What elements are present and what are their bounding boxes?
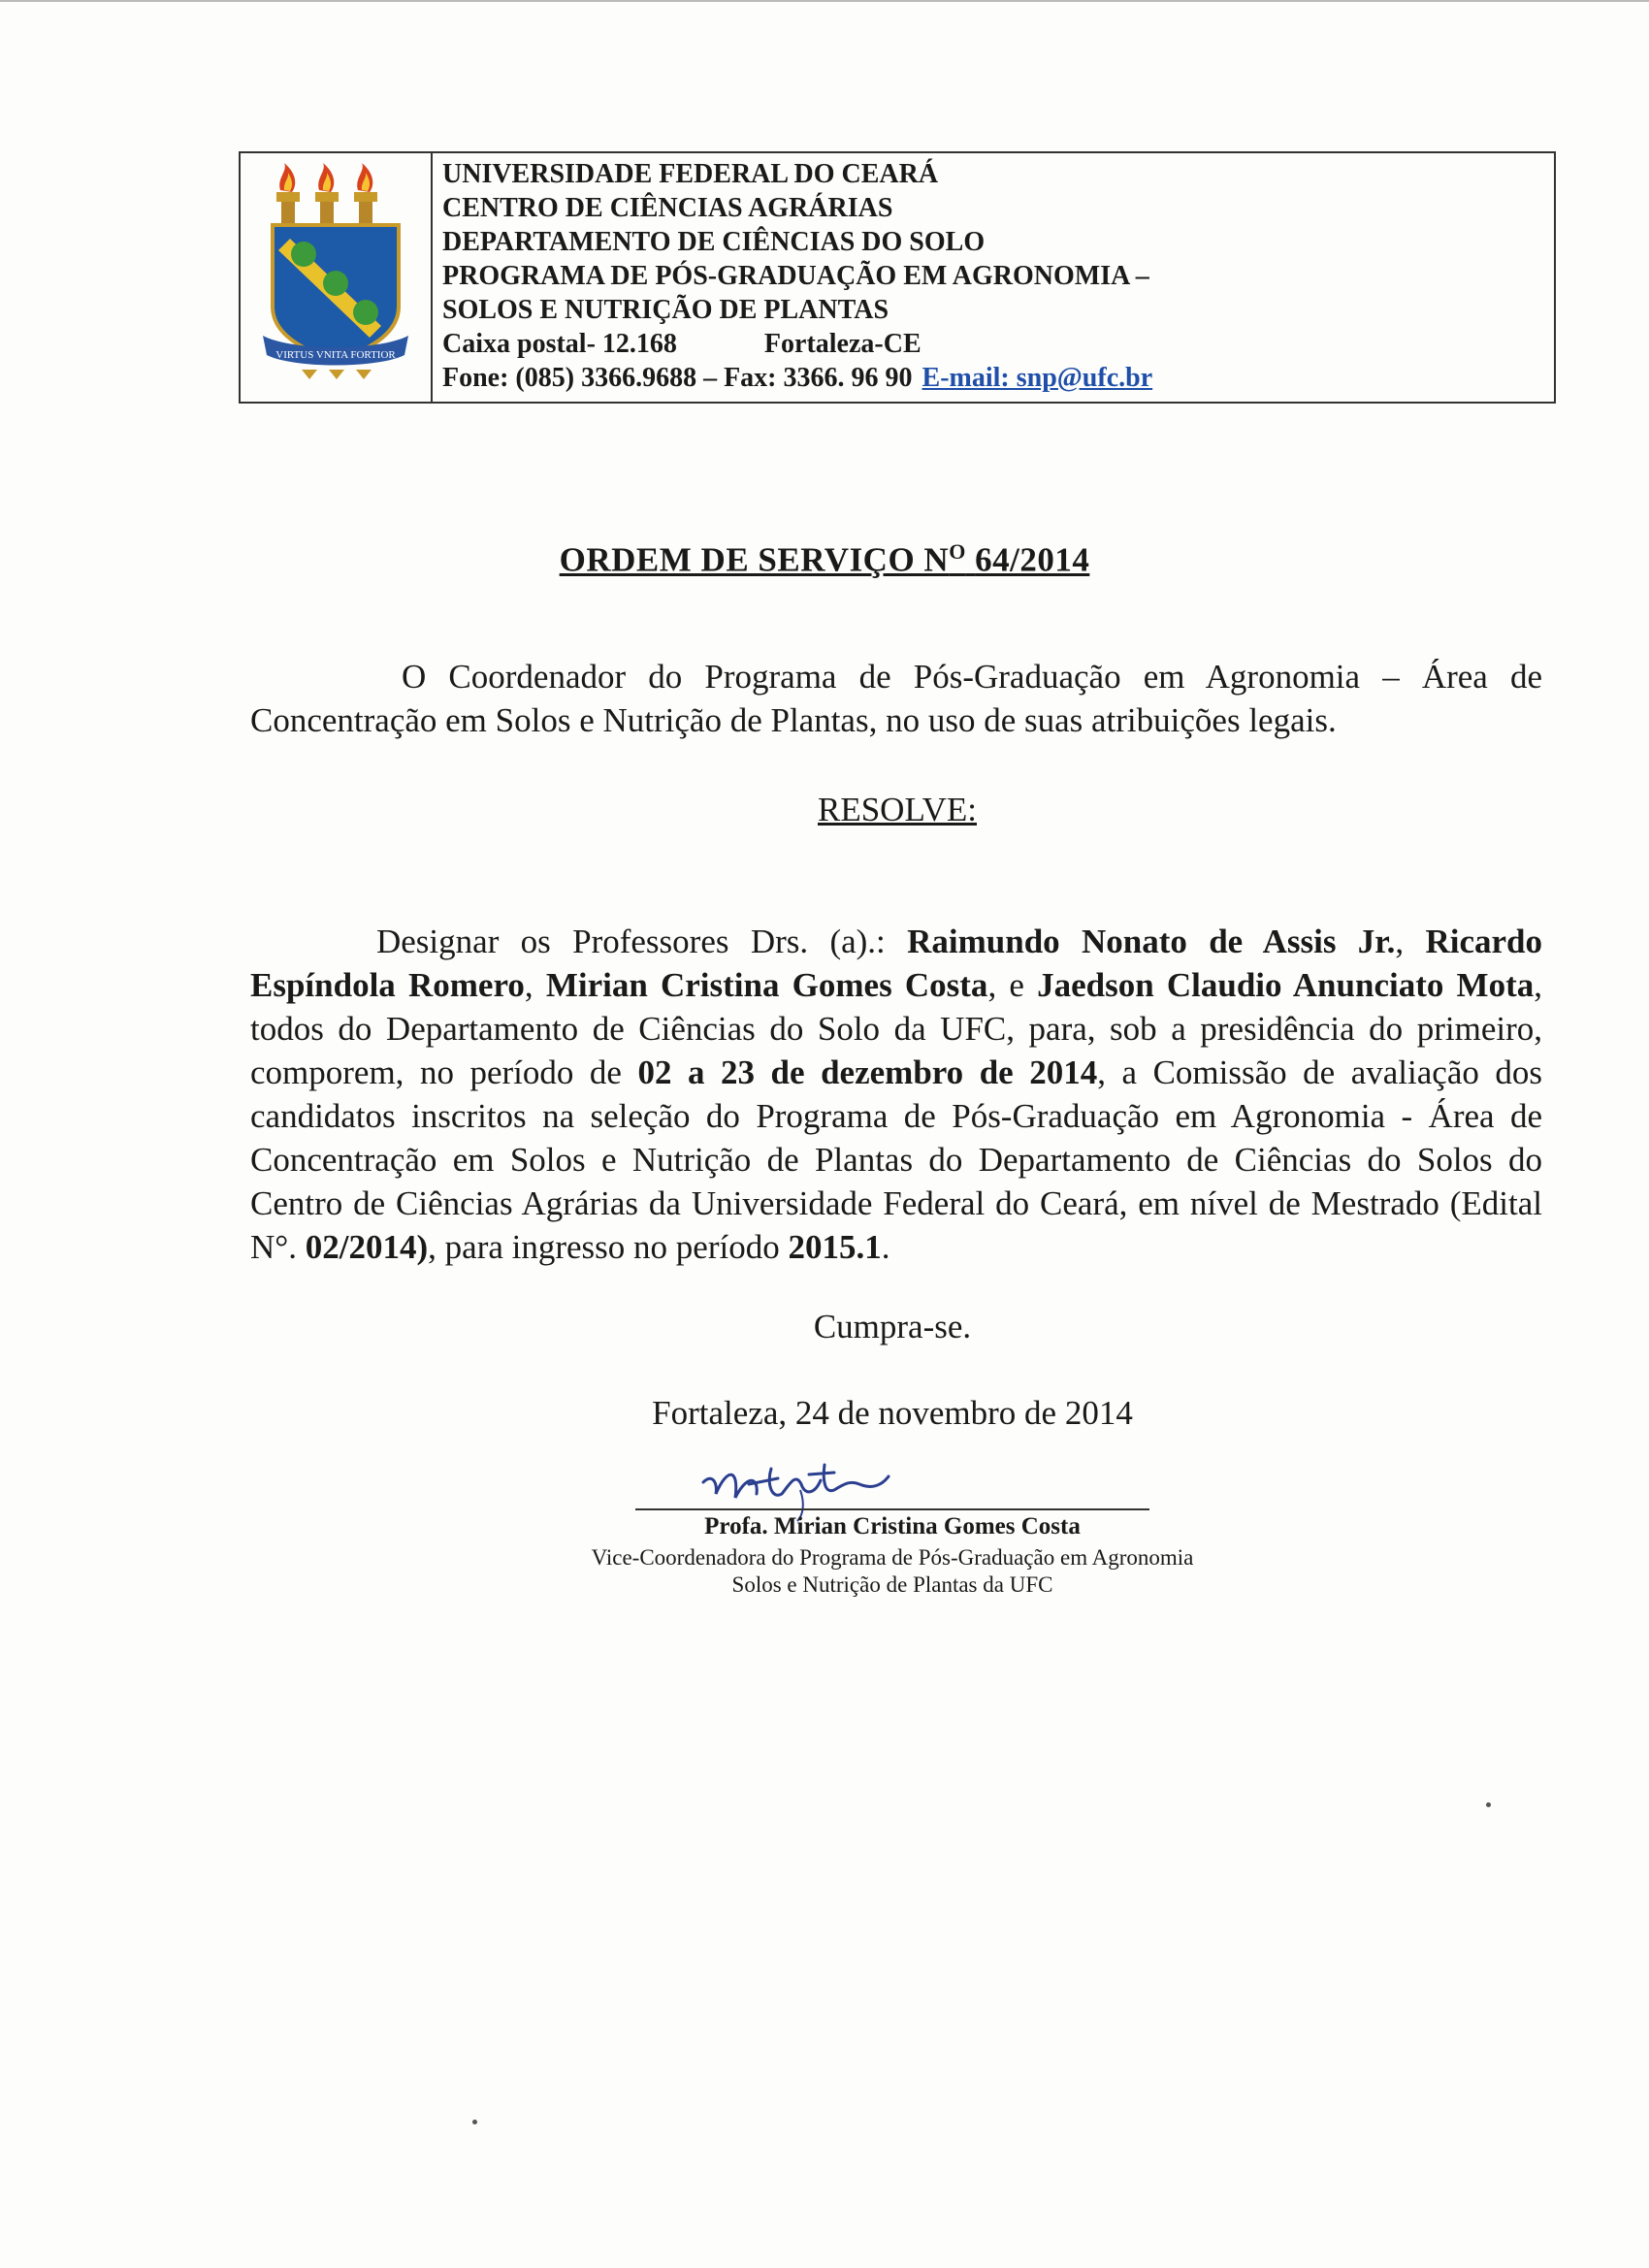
letterhead-text xyxy=(433,153,1554,402)
program-area: SOLOS E NUTRIÇÃO DE PLANTAS xyxy=(442,295,889,325)
phone-fax: Fone: (085) 3366.9688 – Fax: 3366. 96 90 xyxy=(442,363,913,393)
scan-speck xyxy=(1486,1802,1491,1807)
title-number: 64/2014 xyxy=(975,540,1090,579)
resolve-heading: RESOLVE: xyxy=(817,791,977,828)
closing-text: Cumpra-se. xyxy=(813,1308,972,1345)
postal-line xyxy=(442,327,1554,361)
letterhead xyxy=(239,151,1556,404)
signer-name: Profa. Mirian Cristina Gomes Costa xyxy=(704,1513,1081,1539)
contact-line xyxy=(442,361,1554,395)
signature-line xyxy=(635,1508,1149,1510)
ufc-coat-of-arms-icon xyxy=(263,161,408,394)
center-name: CENTRO DE CIÊNCIAS AGRÁRIAS xyxy=(442,193,893,223)
document-title xyxy=(0,539,1649,580)
university-name: UNIVERSIDADE FEDERAL DO CEARÁ xyxy=(442,159,939,189)
ingress-period: 2015.1 xyxy=(788,1228,882,1266)
signer-role-line-2: Solos e Nutrição de Plantas da UFC xyxy=(731,1572,1053,1597)
caixa-postal: Caixa postal- 12.168 xyxy=(442,329,677,359)
scan-speck xyxy=(472,2120,477,2124)
title-main: ORDEM DE SERVIÇO N xyxy=(559,540,950,579)
member-1: Raimundo Nonato de Assis Jr. xyxy=(907,923,1396,960)
ufc-logo xyxy=(241,153,433,402)
period: 02 a 23 de dezembro de 2014 xyxy=(637,1053,1098,1091)
title-superscript: O xyxy=(949,539,966,564)
member-4: Jaedson Claudio Anunciato Mota xyxy=(1037,966,1535,1004)
logo-motto: VIRTUS VNITA FORTIOR xyxy=(275,349,396,361)
member-2: Ricardo Espíndola Romero xyxy=(250,923,1543,1004)
body-paragraph: Designar os Professores Drs. (a).: Raimundo Nonato de Assis Jr., Ricardo Espíndola Romero, Mirian Cristina Gomes Costa, e Jaedson Claudio Anunciato Mota, todos do Departamento de Ciências do Solo da UFC, para, sob a presidência do primeiro, comporem, no período de 02 a 23 de dezembro de 2014, a Comissão de avaliação dos candidatos inscritos na seleção do Programa de Pós-Graduação em Agronomia - Área de Concentração em Solos e Nutrição de Plantas do Departamento de Ciências do Solos do Centro de Ciências Agrárias da Universidade Federal do Ceará, em nível de Mestrado (Edital N°. 02/2014), para ingresso no período 2015.1. xyxy=(250,923,1543,1266)
city: Fortaleza-CE xyxy=(763,329,922,359)
member-3: Mirian Cristina Gomes Costa xyxy=(545,966,988,1004)
place-date: Fortaleza, 24 de novembro de 2014 xyxy=(652,1394,1133,1432)
page-top-edge xyxy=(0,0,1649,2)
program-name: PROGRAMA DE PÓS-GRADUAÇÃO EM AGRONOMIA – xyxy=(442,261,1149,291)
email-link[interactable]: E-mail: snp@ufc.br xyxy=(922,363,1153,393)
signer-role xyxy=(0,1544,1649,1599)
department-name: DEPARTAMENTO DE CIÊNCIAS DO SOLO xyxy=(442,227,986,257)
signer-role-line-1: Vice-Coordenadora do Programa de Pós-Graduação em Agronomia xyxy=(591,1545,1194,1570)
intro-paragraph: O Coordenador do Programa de Pós-Graduação em Agronomia – Área de Concentração em Solos e Nutrição de Plantas, no uso de suas atribuições legais. xyxy=(250,658,1542,739)
edital-number: 02/2014) xyxy=(305,1228,429,1266)
